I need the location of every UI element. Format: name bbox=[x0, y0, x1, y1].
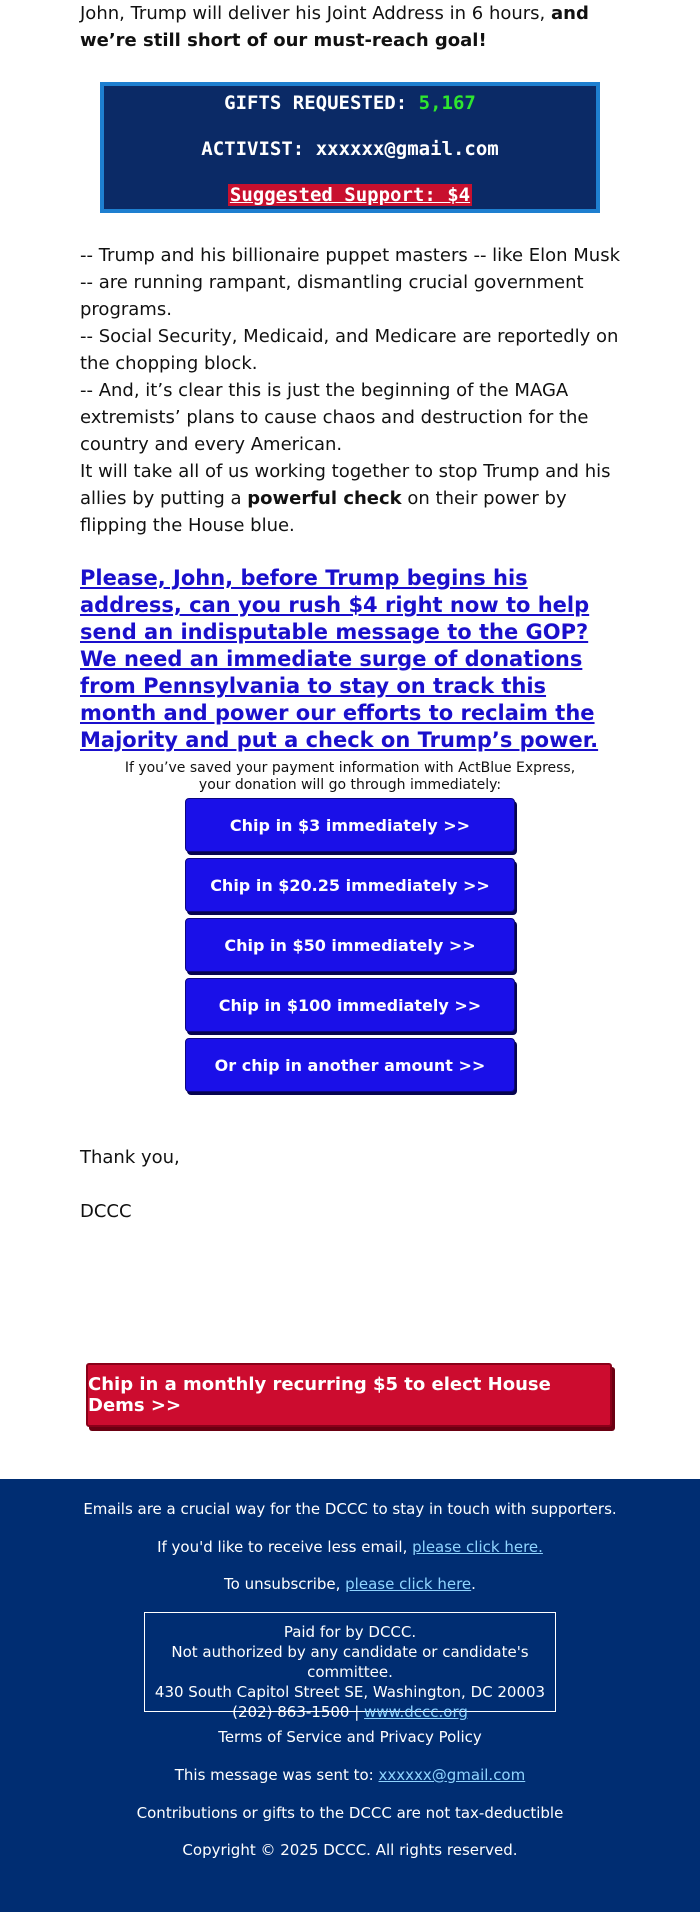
actblue-note bbox=[100, 760, 600, 794]
intro-paragraph bbox=[80, 0, 620, 54]
footer bbox=[0, 1479, 700, 1912]
footer-intro: Emails are a crucial way for the DCCC to stay in touch with supporters. bbox=[83, 1500, 617, 1518]
check-text-before: It will take all of us working together to stop Trump and his allies by putting a bbox=[80, 461, 611, 509]
copyright-text: Copyright © 2025 DCCC. All rights reserved. bbox=[182, 1841, 518, 1859]
not-authorized-text: Not authorized by any candidate or candidate's committee. bbox=[171, 1643, 529, 1681]
address-text: 430 South Capitol Street SE, Washington, DC 20003 bbox=[154, 1683, 546, 1701]
footer-less-email bbox=[0, 1538, 700, 1556]
activist-email: xxxxxx@gmail.com bbox=[315, 138, 499, 160]
chip-in-20-button[interactable]: Chip in $20.25 immediately >> bbox=[185, 858, 515, 912]
chip-in-other-button[interactable]: Or chip in another amount >> bbox=[185, 1038, 515, 1092]
suggested-support-link[interactable]: Suggested Support: $4 bbox=[229, 184, 471, 206]
website-link[interactable]: www.dccc.org bbox=[364, 1703, 468, 1721]
sent-to-line bbox=[0, 1766, 700, 1784]
intro-text: John, Trump will deliver his Joint Address in 6 hours, bbox=[80, 3, 551, 24]
bullet-item: -- Trump and his billionaire puppet masters -- like Elon Musk -- are running rampant, dismantling crucial government programs. bbox=[80, 245, 620, 320]
chip-in-50-button[interactable]: Chip in $50 immediately >> bbox=[185, 918, 515, 972]
activist-row bbox=[104, 138, 596, 160]
chip-in-100-button[interactable]: Chip in $100 immediately >> bbox=[185, 978, 515, 1032]
unsubscribe-period: . bbox=[471, 1575, 476, 1593]
unsubscribe-text: To unsubscribe, bbox=[224, 1575, 346, 1593]
less-email-link[interactable]: please click here. bbox=[412, 1538, 543, 1556]
unsubscribe-link[interactable]: please click here bbox=[345, 1575, 472, 1593]
donation-ask-link[interactable]: Please, John, before Trump begins his address, can you rush $4 right now to help send an indisputable message to the GOP? We need an immediate surge of donations from Pennsylvania to stay on track this month and power our efforts to reclaim the Majority and put a check on Trump’s power. bbox=[80, 566, 599, 752]
intro-bold-text: and we’re still short of our must-reach goal! bbox=[80, 3, 589, 51]
gifts-requested-value: 5,167 bbox=[418, 92, 476, 114]
gifts-requested-label: GIFTS REQUESTED: bbox=[224, 92, 408, 114]
gift-status-box bbox=[100, 82, 600, 213]
paid-for-text: Paid for by DCCC. bbox=[283, 1623, 417, 1641]
phone-text: (202) 863-1500 | bbox=[232, 1703, 365, 1721]
less-email-text: If you'd like to receive less email, bbox=[157, 1538, 413, 1556]
sent-to-text: This message was sent to: bbox=[174, 1766, 379, 1784]
bullet-item: -- And, it’s clear this is just the beginning of the MAGA extremists’ plans to cause chaos and destruction for the country and every American. bbox=[80, 380, 589, 455]
suggested-support-row bbox=[104, 184, 596, 206]
bullet-item: -- Social Security, Medicaid, and Medicare are reportedly on the chopping block. bbox=[80, 326, 619, 374]
monthly-recurring-button[interactable]: Chip in a monthly recurring $5 to elect House Dems >> bbox=[86, 1363, 612, 1427]
terms-link[interactable]: Terms of Service and Privacy Policy bbox=[218, 1728, 482, 1746]
bullet-list bbox=[80, 242, 620, 458]
check-text-bold: powerful check bbox=[247, 488, 402, 509]
signature: DCCC bbox=[80, 1201, 132, 1222]
chip-in-3-button[interactable]: Chip in $3 immediately >> bbox=[185, 798, 515, 852]
check-paragraph bbox=[80, 458, 620, 539]
actblue-note-line1: If you’ve saved your payment information with ActBlue Express, bbox=[124, 760, 576, 776]
phone-website-line bbox=[145, 1702, 555, 1722]
gifts-requested-row bbox=[104, 92, 596, 114]
thanks-text: Thank you, bbox=[80, 1147, 180, 1168]
activist-label: ACTIVIST: bbox=[201, 138, 305, 160]
tax-disclaimer: Contributions or gifts to the DCCC are not tax-deductible bbox=[136, 1804, 564, 1822]
paid-for-box bbox=[144, 1612, 556, 1721]
actblue-note-line2: your donation will go through immediately: bbox=[198, 777, 502, 793]
footer-unsubscribe bbox=[0, 1575, 700, 1593]
sent-to-email-link[interactable]: xxxxxx@gmail.com bbox=[378, 1766, 526, 1784]
check-text-after: on their power by flipping the House blue. bbox=[80, 488, 567, 536]
